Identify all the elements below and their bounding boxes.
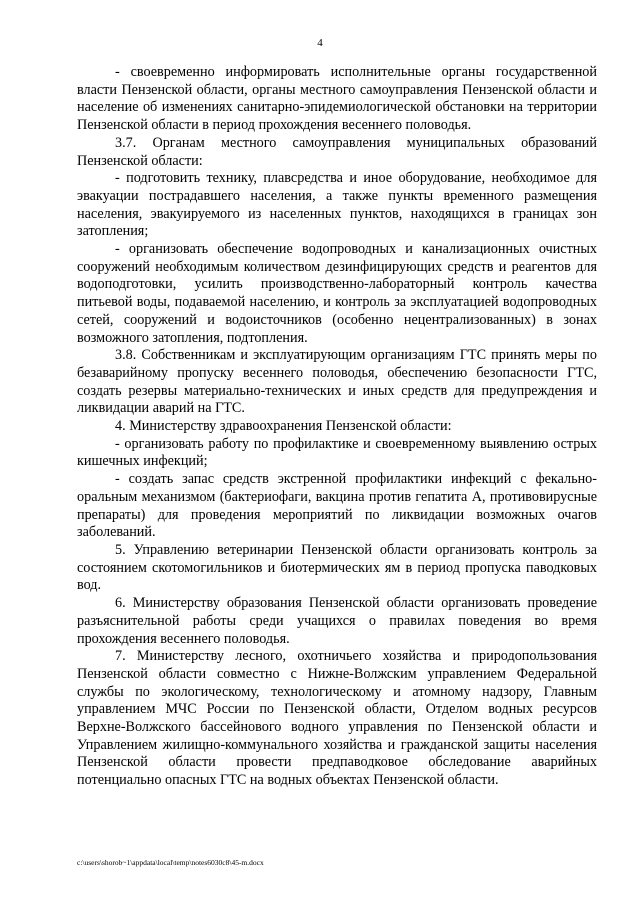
paragraph-5: 5. Управлению ветеринарии Пензенской области организовать контроль за состоянием скотомогильников и биотермических ям в период пропуска паводковых вод. — [77, 541, 597, 594]
paragraph-7: 7. Министерству лесного, охотничьего хозяйства и природопользования Пензенской области совместно с Нижне-Волжским управлением Федеральной службы по экологическому, технологическому и атомному надзору, Главным управлением МЧС России по Пензенской области, Отделом водных ресурсов Верхне-Волжского бассейнового водного управления по Пензенской области и Управлением жилищно-коммунального хозяйства и гражданской защиты населения Пензенской области провести предпаводковое обследование аварийных потенциально опасных ГТС на водных объектах Пензенской области. — [77, 648, 597, 789]
paragraph-3-8: 3.8. Собственникам и эксплуатирующим организациям ГТС принять меры по безаварийному пропуску весеннего половодья, обеспечению безопасности ГТС, создать резервы материально-технических и иных средств для предупреждения и ликвидации аварий на ГТС. — [77, 347, 597, 417]
paragraph-6: 6. Министерству образования Пензенской области организовать проведение разъяснительной работы среди учащихся о правилах поведения во время прохождения весеннего половодья. — [77, 595, 597, 647]
paragraph-infection-prevention: - организовать работу по профилактике и своевременному выявлению острых кишечных инфекций; — [77, 435, 597, 470]
paragraph-3-7: 3.7. Органам местного самоуправления муниципальных образований Пензенской области: — [77, 134, 597, 169]
paragraph-4: 4. Министерству здравоохранения Пензенской области: — [115, 418, 452, 435]
paragraph-inform-authorities: - своевременно информировать исполнительные органы государственной власти Пензенской области, органы местного самоуправления Пензенской области и население об изменениях санитарно-эпидемиологической обстановки на территории Пензенской области в период прохождения весеннего половодья. — [77, 64, 597, 134]
paragraph-water-treatment: - организовать обеспечение водопроводных и канализационных очистных сооружений необходимым количеством дезинфицирующих средств и реагентов для водоподготовки, усилить производственно-лабораторный контроль качества питьевой воды, подаваемой населению, и контроль за эксплуатацией водопроводных сетей, сооружений и водоисточников (особенно нецентрализованных) в зонах возможного затопления, подтопления. — [77, 241, 597, 346]
footer-file-path: c:\users\shorob~1\appdata\local\temp\notes6030c8\45-m.docx — [77, 858, 264, 867]
paragraph-emergency-supplies: - создать запас средств экстренной профилактики инфекций с фекально-оральным механизмом (бактериофаги, вакцина против гепатита А, противовирусные препараты) для проведения мероприятий по ликвидации возможных очагов заболеваний. — [77, 471, 597, 541]
paragraph-prepare-equipment: - подготовить технику, плавсредства и иное оборудование, необходимое для эвакуации пострадавшего населения, а также пункты временного размещения населения, эвакуируемого из населенных пунктов, находящихся в границах зон затопления; — [77, 170, 597, 240]
document-body — [77, 64, 597, 790]
page-number: 4 — [317, 37, 323, 49]
